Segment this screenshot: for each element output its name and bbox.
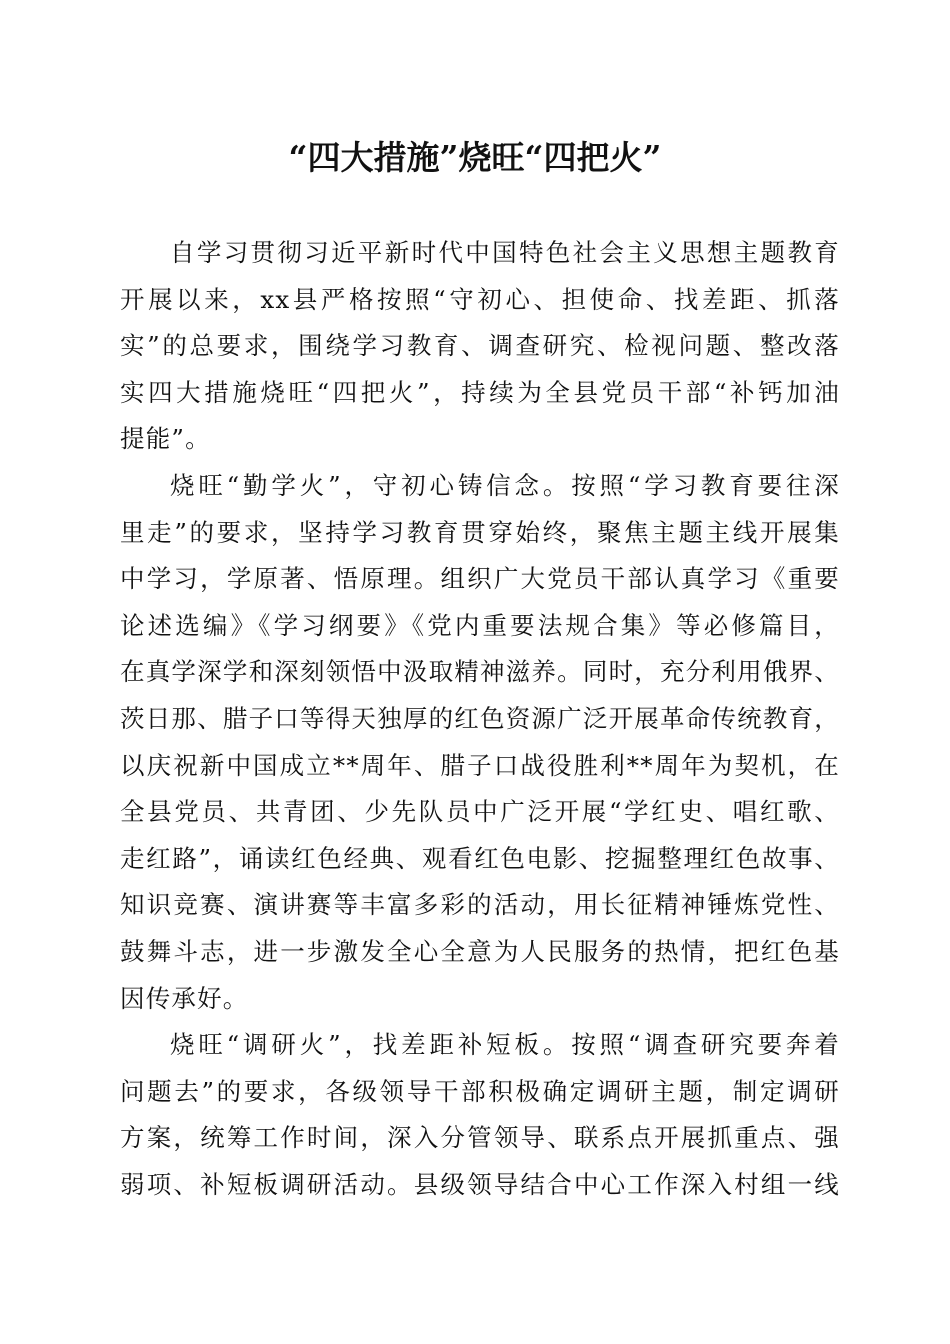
document-body <box>120 230 840 1208</box>
paragraph-intro <box>120 230 840 463</box>
text-line: 在真学深学和深刻领悟中汲取精神滋养。同时，充分利用俄界、 <box>120 657 840 687</box>
text-line: 烧旺“勤学火”，守初心铸信念。按照“学习教育要往深 <box>170 470 840 500</box>
text-line: 提能”。 <box>120 424 211 454</box>
text-line: 里走”的要求，坚持学习教育贯穿始终，聚焦主题主线开展集 <box>120 517 840 547</box>
text-line: 烧旺“调研火”，找差距补短板。按照“调查研究要奔着 <box>170 1030 840 1060</box>
text-line: 因传承好。 <box>120 983 249 1013</box>
text-line: 实”的总要求，围绕学习教育、调查研究、检视问题、整改落 <box>120 331 840 361</box>
text-line: 知识竞赛、演讲赛等丰富多彩的活动，用长征精神锤炼党性、 <box>120 890 840 920</box>
text-line: 茨日那、腊子口等得天独厚的红色资源广泛开展革命传统教育， <box>120 703 840 733</box>
text-line: 中学习，学原著、悟原理。组织广大党员干部认真学习《重要 <box>120 564 840 594</box>
text-line: 自学习贯彻习近平新时代中国特色社会主义思想主题教育 <box>170 238 840 267</box>
text-line: 走红路”，诵读红色经典、观看红色电影、挖掘整理红色故事、 <box>120 843 840 873</box>
text-line: 开展以来，xx县严格按照“守初心、担使命、找差距、抓落 <box>120 284 840 314</box>
text-line: 问题去”的要求，各级领导干部积极确定调研主题，制定调研 <box>120 1076 840 1106</box>
text-line: 全县党员、共青团、少先队员中广泛开展“学红史、唱红歌、 <box>120 797 840 827</box>
text-line: 实四大措施烧旺“四把火”，持续为全县党员干部“补钙加油 <box>120 377 840 407</box>
text-line: 鼓舞斗志，进一步激发全心全意为人民服务的热情，把红色基 <box>120 936 840 966</box>
text-line: 弱项、补短板调研活动。县级领导结合中心工作深入村组一线 <box>120 1169 840 1199</box>
text-line: 论述选编》《学习纲要》《党内重要法规合集》等必修篇目， <box>120 610 840 640</box>
text-line: 方案，统筹工作时间，深入分管领导、联系点开展抓重点、强 <box>120 1123 840 1153</box>
paragraph-study <box>120 463 840 1022</box>
paragraph-research <box>120 1022 840 1208</box>
document-title: “四大措施”烧旺“四把火” <box>288 138 662 177</box>
text-line: 以庆祝新中国成立**周年、腊子口战役胜利**周年为契机，在 <box>120 750 840 780</box>
